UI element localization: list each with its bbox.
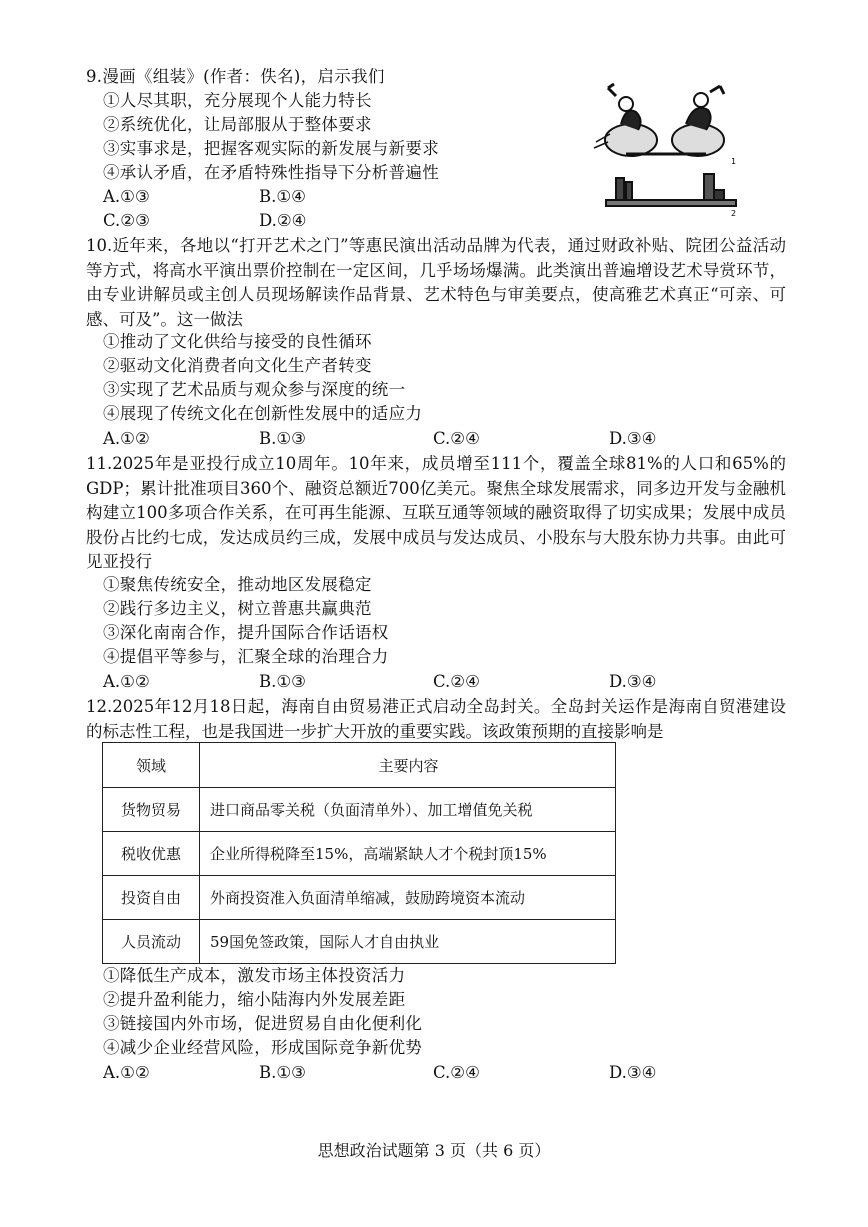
cartoon-label-1: 1 (731, 157, 737, 166)
q11-answer-a: A.①② (103, 672, 150, 691)
q9-option-2: ②系统优化，让局部服从于整体要求 (103, 115, 372, 134)
q12-option-4: ④减少企业经营风险，形成国际竞争新优势 (103, 1038, 423, 1057)
q11-answer-d: D.③④ (609, 672, 657, 691)
table-cell: 进口商品零关税（负面清单外）、加工增值免关税 (200, 788, 616, 832)
hainan-policy-table (102, 742, 616, 964)
q11-option-1: ①聚焦传统安全，推动地区发展稳定 (103, 575, 372, 594)
page-footer: 思想政治试题第 3 页（共 6 页） (317, 1141, 551, 1160)
q10-answer-d: D.③④ (609, 429, 657, 448)
q9-stem: 9.漫画《组装》(作者：佚名)，启示我们 (86, 67, 385, 86)
q10-option-4: ④展现了传统文化在创新性发展中的适应力 (103, 404, 423, 423)
q10-stem: 10.近年来，各地以“打开艺术之门”等惠民演出活动品牌为代表，通过财政补贴、院团公益活动等方式，将高水平演出票价控制在一定区间，几乎场场爆满。此类演出普遍增设艺术导赏环节，由专业讲解员或主创人员现场解读作品背景、艺术特色与审美要点，使高雅艺术真正“可亲、可感、可及”。这一做法 (86, 236, 786, 329)
q11-option-3: ③深化南南合作，提升国际合作话语权 (103, 623, 389, 642)
q10-option-3: ③实现了艺术品质与观众参与深度的统一 (103, 380, 406, 399)
table-row (103, 920, 616, 964)
q9-answer-b: B.①④ (259, 187, 306, 206)
table-header: 领域 (103, 743, 200, 788)
q12-option-1: ①降低生产成本，激发市场主体投资活力 (103, 966, 406, 985)
q11-answer-b: B.①③ (259, 672, 306, 691)
table-row (103, 876, 616, 920)
q9-option-1: ①人尽其职，充分展现个人能力特长 (103, 91, 372, 110)
q10-answer-c: C.②④ (433, 429, 480, 448)
table-header-row (103, 743, 616, 788)
q12-answer-c: C.②④ (433, 1063, 480, 1082)
table-cell: 人员流动 (103, 920, 200, 964)
q10-option-2: ②驱动文化消费者向文化生产者转变 (103, 356, 372, 375)
table-cell: 税收优惠 (103, 832, 200, 876)
q12-option-2: ②提升盈利能力，缩小陆海内外发展差距 (103, 990, 406, 1009)
cartoon-label-2: 2 (731, 209, 737, 218)
table-cell: 货物贸易 (103, 788, 200, 832)
table-cell: 59国免签政策，国际人才自由执业 (200, 920, 616, 964)
q10-answer-b: B.①③ (259, 429, 306, 448)
q10-answer-a: A.①② (103, 429, 150, 448)
q12-option-3: ③链接国内外市场，促进贸易自由化便利化 (103, 1014, 423, 1033)
q9-answer-d: D.②④ (259, 211, 307, 230)
q9-answer-c: C.②③ (103, 211, 150, 230)
q12-answer-a: A.①② (103, 1063, 150, 1082)
q9-answer-a: A.①③ (103, 187, 150, 206)
q12-answer-b: B.①③ (259, 1063, 306, 1082)
q10-option-1: ①推动了文化供给与接受的良性循环 (103, 332, 372, 351)
q12-stem: 12.2025年12月18日起，海南自由贸易港正式启动全岛封关。全岛封关运作是海南自贸港建设的标志性工程，也是我国进一步扩大开放的重要实践。该政策预期的直接影响是 (86, 697, 786, 741)
table-cell: 企业所得税降至15%，高端紧缺人才个税封顶15% (200, 832, 616, 876)
assembly-cartoon-image (586, 82, 766, 222)
q11-answer-c: C.②④ (433, 672, 480, 691)
q12-answer-d: D.③④ (609, 1063, 657, 1082)
q9-option-3: ③实事求是，把握客观实际的新发展与新要求 (103, 139, 439, 158)
table-cell: 投资自由 (103, 876, 200, 920)
table-row (103, 788, 616, 832)
q11-option-2: ②践行多边主义，树立普惠共赢典范 (103, 599, 372, 618)
q11-stem: 11.2025年是亚投行成立10周年。10年来，成员增至111个，覆盖全球81%的人口和65%的GDP；累计批准项目360个、融资总额近700亿美元。聚焦全球发展需求，同多边开发与金融机构建立100多项合作关系，在可再生能源、互联互通等领域的融资取得了切实成果；发展中成员股份占比约七成，发达成员约三成，发展中成员与发达成员、小股东与大股东协力共事。由此可见亚投行 (86, 454, 786, 572)
q11-option-4: ④提倡平等参与，汇聚全球的治理合力 (103, 647, 389, 666)
q9-option-4: ④承认矛盾，在矛盾特殊性指导下分析普遍性 (103, 163, 439, 182)
table-row (103, 832, 616, 876)
table-header: 主要内容 (200, 743, 616, 788)
table-cell: 外商投资准入负面清单缩减，鼓励跨境资本流动 (200, 876, 616, 920)
